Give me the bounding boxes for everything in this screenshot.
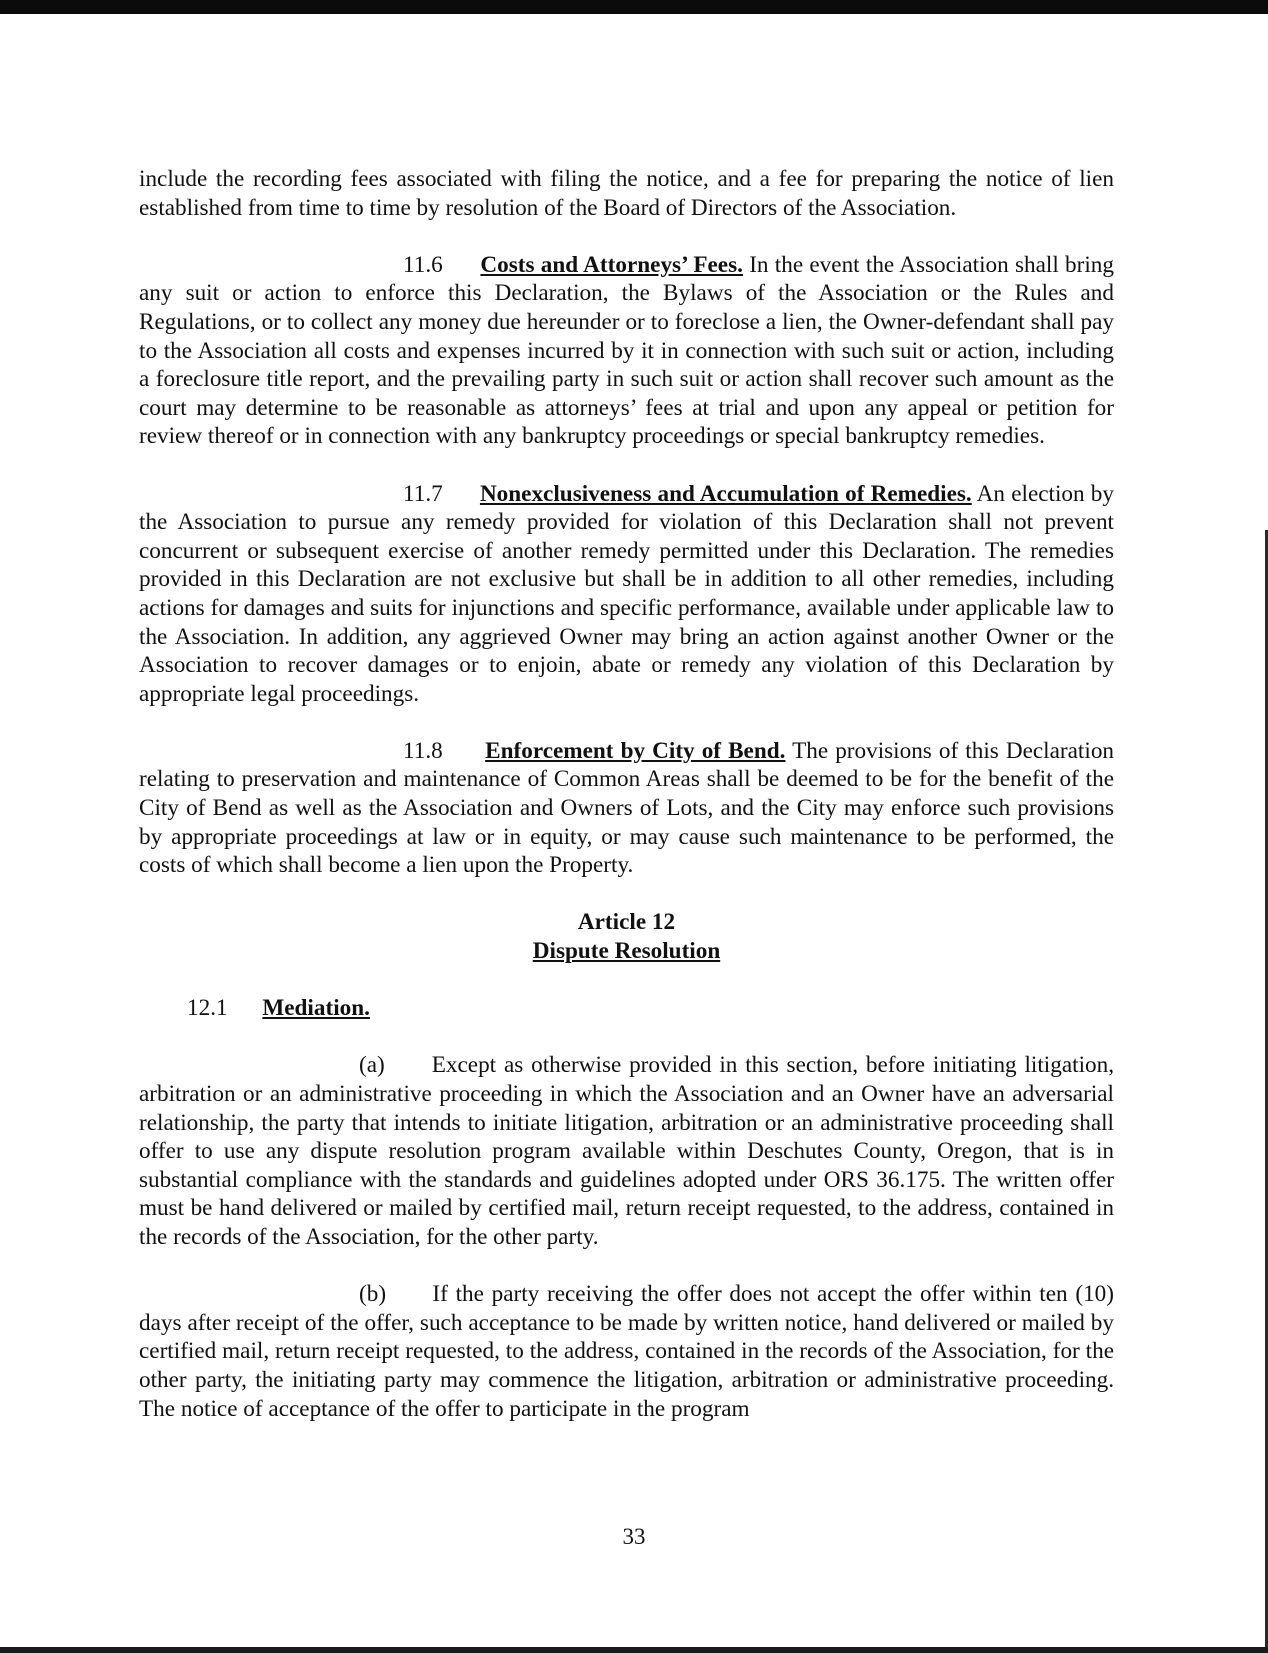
subsection-body: Except as otherwise provided in this section, before initiating litigation, arbitration or an administrative proceeding in which the Association and an Owner have an adversarial relationship, the party that intends to initiate litigation, arbitration or an administrative proceeding shall offer to use any dispute resolution program available within Deschutes County, Oregon, that is in substantial compliance with the standards and guidelines adopted under ORS 36.175. The written offer must be hand delivered or mailed by certified mail, return receipt requested, to the address, contained in the records of the Association, for the other party.	[139, 1052, 1114, 1250]
continuation-paragraph: include the recording fees associated with filing the notice, and a fee for preparing the notice of lien established from time to time by resolution of the Board of Directors of the Association.	[139, 166, 1114, 221]
article-title: Dispute Resolution	[532, 938, 721, 965]
subsection-body: If the party receiving the offer does not accept the offer within ten (10) days after receipt of the offer, such acceptance to be made by written notice, hand delivered or mailed by certified mail, return receipt requested, to the address, contained in the records of the Association, for the other party, the initiating party may commence the litigation, arbitration or administrative proceeding. The notice of acceptance of the offer to participate in the program	[139, 1281, 1114, 1422]
scan-bottom-edge	[0, 1647, 1268, 1653]
document-page	[139, 165, 1114, 1423]
section-11-8	[139, 737, 1114, 880]
subsection-12-1-a	[139, 1051, 1114, 1251]
section-12-1	[139, 994, 1114, 1023]
page-number: 33	[622, 1524, 646, 1549]
section-number: 11.6	[403, 251, 443, 278]
section-number: 11.8	[403, 737, 443, 764]
section-heading: Costs and Attorneys’ Fees.	[480, 251, 743, 278]
section-number: 12.1	[187, 995, 228, 1022]
subsection-label: (b)	[359, 1281, 387, 1308]
subsection-label: (a)	[359, 1052, 385, 1079]
section-heading: Nonexclusiveness and Accumulation of Remedies.	[479, 480, 972, 507]
section-body: In the event the Association shall bring any suit or action to enforce this Declaration, the Bylaws of the Association or the Rules and Regulations, or to collect any money due hereunder or to foreclose a lien, the Owner-defendant shall pay to the Association all costs and expenses incurred by it in connection with such suit or action, including a foreclosure title report, and the prevailing party in such suit or action shall recover such amount as the court may determine to be reasonable as attorneys’ fees at trial and upon any appeal or petition for review thereof or in connection with any bankruptcy proceedings or special bankruptcy remedies.	[139, 251, 1114, 450]
section-11-7	[139, 480, 1114, 709]
section-body: The provisions of this Declaration relating to preservation and maintenance of Common Areas shall be deemed to be for the benefit of the City of Bend as well as the Association and Owners of Lots, and the City may enforce such provisions by appropriate proceedings at law or in equity, or may cause such maintenance to be performed, the costs of which shall become a lien upon the Property.	[139, 737, 1115, 879]
scan-top-edge	[0, 0, 1268, 14]
section-body: An election by the Association to pursue any remedy provided for violation of this Declaration shall not prevent concurrent or subsequent exercise of another remedy permitted under this Declaration. The remedies provided in this Declaration are not exclusive but shall be in addition to all other remedies, including actions for damages and suits for injunctions and specific performance, available under applicable law to the Association. In addition, any aggrieved Owner may bring an action against another Owner or the Association to recover damages or to enjoin, abate or remedy any violation of this Declaration by appropriate legal proceedings.	[139, 480, 1114, 707]
section-11-6	[139, 251, 1114, 451]
section-number: 11.7	[403, 480, 443, 507]
subsection-12-1-b	[139, 1280, 1114, 1423]
article-label: Article 12	[577, 909, 676, 936]
section-heading: Enforcement by City of Bend.	[485, 737, 786, 764]
section-heading: Mediation.	[262, 995, 370, 1022]
